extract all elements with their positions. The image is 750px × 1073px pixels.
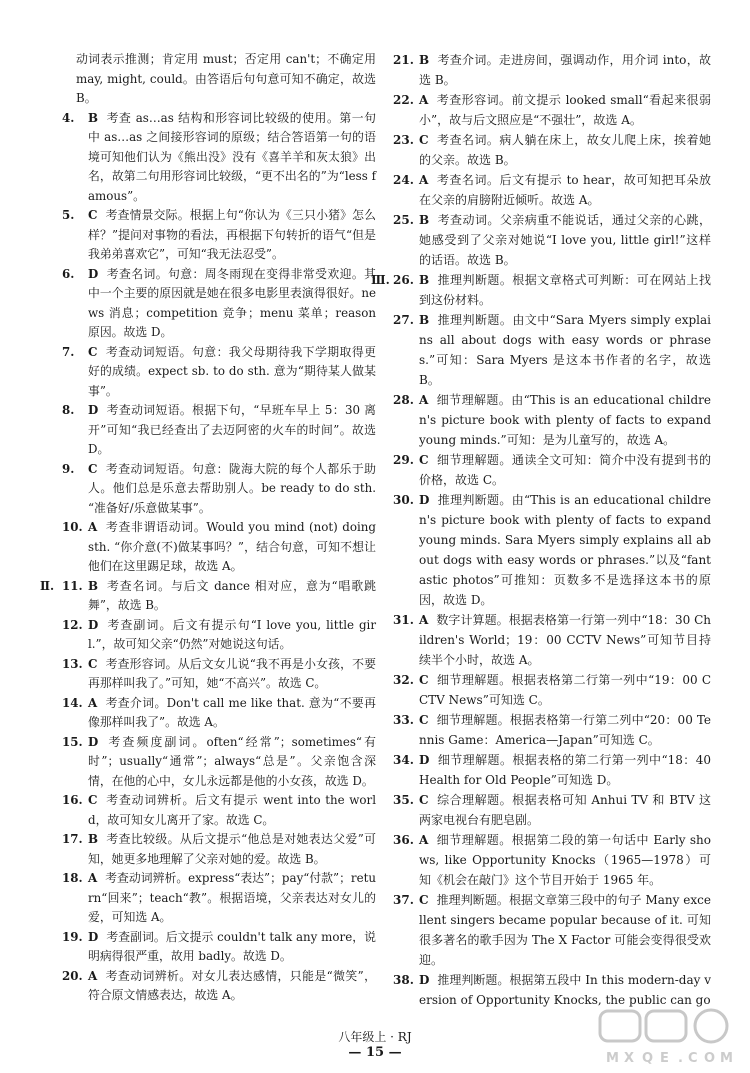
answer-entry bbox=[62, 206, 376, 265]
svg-text:.: . bbox=[678, 1051, 683, 1066]
explanation-text: 考查动词短语。根据下句，“早班车早上 5：30 离开”可知“我已经查出了去迈阿密的火车的时间”。故选 D。 bbox=[88, 403, 376, 456]
question-number: 17. bbox=[62, 832, 83, 846]
question-number: 31. bbox=[393, 613, 414, 627]
answer-entry bbox=[62, 401, 376, 460]
question-number: 33. bbox=[393, 713, 414, 727]
svg-text:O: O bbox=[704, 1051, 716, 1066]
explanation-text: 考查 as…as 结构和形容词比较级的使用。第一句中 as…as 之间接形容词的原级；结合答语第一句的语境可知他们认为《熊出没》没有《喜羊羊和灰太狼》出名，故第二句用形容词比较级，“更不出名的”为“less famous”。 bbox=[88, 110, 376, 203]
question-number: 32. bbox=[393, 673, 414, 687]
answer-entry bbox=[62, 518, 376, 577]
answer-letter: A bbox=[88, 695, 98, 710]
answer-entry bbox=[393, 830, 711, 890]
left-column bbox=[40, 50, 376, 1006]
answer-entry bbox=[62, 655, 376, 694]
question-number: 8. bbox=[62, 403, 75, 417]
answer-letter: D bbox=[88, 929, 99, 944]
explanation-text: 细节理解题。根据表格的第二行第一列中“18：40 Health for Old People”可知选 D。 bbox=[419, 753, 711, 787]
question-number: 25. bbox=[393, 213, 414, 227]
answer-letter: D bbox=[88, 734, 99, 749]
explanation-text: 考查动词。父亲病重不能说话，通过父亲的心跳，她感受到了父亲对她说“I love you, little girl!”这样的话语。故选 B。 bbox=[419, 213, 711, 267]
answer-entry bbox=[393, 50, 711, 90]
svg-text:M: M bbox=[720, 1051, 733, 1066]
answer-entry bbox=[371, 270, 711, 310]
explanation-text: 考查名词。病人躺在床上，故女儿爬上床，挨着她的父亲。故选 B。 bbox=[419, 133, 711, 167]
question-number: 29. bbox=[393, 453, 414, 467]
answer-letter: B bbox=[419, 213, 430, 227]
answer-entry bbox=[393, 170, 711, 210]
question-number: 14. bbox=[62, 695, 83, 710]
question-number: 19. bbox=[62, 929, 83, 944]
question-number: 13. bbox=[62, 656, 83, 671]
explanation-text: 考查动词短语。句意：陇海大院的每个人都乐于助人。他们总是乐意去帮助别人。be ready to do sth. “准备好/乐意做某事”。 bbox=[88, 461, 376, 515]
answer-letter: D bbox=[419, 753, 430, 767]
answer-entry bbox=[393, 90, 711, 130]
answer-letter: D bbox=[88, 266, 99, 281]
question-number: 12. bbox=[62, 617, 83, 632]
explanation-text: 考查动词辨析。后文有提示 went into the world，故可知女儿离开了家。故选 C。 bbox=[88, 793, 376, 827]
answer-letter: A bbox=[419, 613, 429, 627]
explanation-text: 推理判断题。由“This is an educational children's picture book with plenty of facts to expand young minds. Sara Myers simply explains all about dogs with easy words or phrases.”以及“fantastic photos”可推知：页数多不是选择这本书的原因，故选 D。 bbox=[419, 493, 711, 607]
svg-text:E: E bbox=[660, 1051, 669, 1066]
answer-entry bbox=[62, 733, 376, 792]
answer-entry bbox=[393, 310, 711, 390]
svg-text:C: C bbox=[688, 1051, 698, 1066]
question-number: 34. bbox=[393, 753, 414, 767]
explanation-text: 动词表示推测；肯定用 must；否定用 can't；不确定用 may, might, could。由答语后句句意可知不确定，故选 B。 bbox=[76, 52, 376, 105]
answer-letter: C bbox=[419, 133, 429, 147]
answer-letter: A bbox=[419, 93, 429, 107]
answer-letter: B bbox=[419, 273, 430, 287]
answer-entry bbox=[393, 710, 711, 750]
answer-entry bbox=[62, 869, 376, 928]
page-number: — 15 — bbox=[348, 1045, 402, 1060]
explanation-text: 考查介词。走进房间，强调动作，用介词 into，故选 B。 bbox=[419, 53, 711, 87]
answer-entry bbox=[62, 50, 376, 109]
explanation-text: 考查名词。句意：周冬雨现在变得非常受欢迎。其中一个主要的原因就是她在很多电影里表演得很好。news 消息；competition 竞争；menu 菜单；reason 原因。故选 D。 bbox=[88, 266, 376, 339]
question-number: 23. bbox=[393, 133, 414, 147]
explanation-text: 考查情景交际。根据上句“你认为《三只小猪》怎么样？”提问对事物的看法，再根据下句转折的语气“但是我弟弟喜欢它”，可知“我无法忍受”。 bbox=[88, 208, 376, 261]
question-number: 18. bbox=[62, 871, 83, 885]
answer-entry bbox=[393, 390, 711, 450]
explanation-text: 考查比较级。从后文提示“他总是对她表达父爱”可知，她更多地理解了父亲对她的爱。故选 B。 bbox=[88, 832, 376, 866]
answer-letter: D bbox=[419, 493, 430, 507]
question-number: 38. bbox=[393, 973, 414, 987]
explanation-text: 推理判断题。由文中“Sara Myers simply explains all about dogs with easy words or phrases.”可知：Sara Myers 是这本书作者的名字，故选 B。 bbox=[419, 313, 711, 387]
svg-text:Q: Q bbox=[642, 1051, 654, 1066]
watermark-logo-icon bbox=[596, 1007, 736, 1067]
explanation-text: 推理判断题。根据第五段中 In this modern-day version of Opportunity Knocks, the public can go bbox=[419, 973, 711, 1007]
explanation-text: 综合理解题。根据表格可知 Anhui TV 和 BTV 这两家电视台有肥皂剧。 bbox=[419, 793, 711, 827]
explanation-text: 考查动词辨析。对女儿表达感情，只能是“微笑”，符合原文情感表达，故选 A。 bbox=[88, 968, 376, 1002]
explanation-text: 考查副词。后文有提示句“I love you, little girl.”，故可知父亲“仍然”对她说这句话。 bbox=[88, 617, 376, 651]
answer-entry bbox=[62, 460, 376, 519]
section-marker: Ⅱ. bbox=[40, 578, 55, 593]
question-number: 4. bbox=[62, 110, 75, 125]
explanation-text: 考查频度副词。often“经常”；sometimes“有时”；usually“通常”；always“总是”。父亲饱含深情，在他的心中，女儿永远都是他的小女孩，故选 D。 bbox=[88, 734, 376, 788]
explanation-text: 考查介词。Don't call me like that. 意为“不要再像那样叫我了”。故选 A。 bbox=[88, 695, 376, 729]
question-number: 30. bbox=[393, 493, 414, 507]
answer-entry bbox=[393, 670, 711, 710]
answer-letter: C bbox=[419, 673, 429, 687]
answer-letter: A bbox=[88, 871, 98, 885]
question-number: 36. bbox=[393, 833, 414, 847]
question-number: 20. bbox=[62, 968, 83, 983]
answer-entry bbox=[62, 928, 376, 967]
answer-entry bbox=[62, 694, 376, 733]
question-number: 6. bbox=[62, 266, 75, 281]
explanation-text: 考查形容词。前文提示 looked small“看起来很弱小”，故与后文照应是“不强壮”，故选 A。 bbox=[419, 93, 711, 127]
answer-entry bbox=[393, 970, 711, 1010]
question-number: 26. bbox=[393, 273, 414, 287]
answer-entry bbox=[62, 343, 376, 402]
explanation-text: 考查名词。与后文 dance 相对应，意为“唱歌跳舞”，故选 B。 bbox=[88, 578, 376, 612]
answer-letter: D bbox=[88, 403, 99, 417]
answer-entry bbox=[393, 490, 711, 610]
answer-letter: C bbox=[88, 656, 98, 671]
question-number: 15. bbox=[62, 734, 83, 749]
question-number: 21. bbox=[393, 53, 414, 67]
answer-entry bbox=[393, 790, 711, 830]
answer-entry bbox=[62, 830, 376, 869]
answer-entry bbox=[40, 577, 376, 616]
answer-entry bbox=[62, 791, 376, 830]
answer-letter: D bbox=[88, 617, 99, 632]
question-number: 24. bbox=[393, 173, 414, 187]
explanation-text: 数字计算题。根据表格第一行第一列中“18：30 Children's World；19：00 CCTV News”可知节目持续半个小时，故选 A。 bbox=[419, 613, 711, 667]
answer-letter: C bbox=[88, 208, 98, 222]
answer-letter: B bbox=[419, 53, 430, 67]
answer-letter: A bbox=[419, 393, 429, 407]
question-number: 9. bbox=[62, 461, 75, 476]
explanation-text: 考查副词。后文提示 couldn't talk any more，说明病得很严重，故用 badly。故选 D。 bbox=[88, 929, 376, 963]
answer-letter: A bbox=[419, 173, 429, 187]
answer-entry bbox=[62, 265, 376, 343]
answer-letter: C bbox=[88, 461, 98, 476]
question-number: 35. bbox=[393, 793, 414, 807]
explanation-text: 细节理解题。由“This is an educational children's picture book with plenty of facts to expand young minds.”可知：是为儿童写的，故选 A。 bbox=[419, 393, 711, 447]
answer-letter: C bbox=[88, 344, 98, 359]
explanation-text: 细节理解题。根据第二段的第一句话中 Early shows, like Opportunity Knocks（1965—1978）可知《机会在敲门》这个节目开始于 1965 年。 bbox=[419, 833, 711, 887]
section-marker: Ⅲ. bbox=[371, 273, 390, 287]
answer-letter: C bbox=[88, 793, 98, 807]
svg-text:X: X bbox=[624, 1051, 635, 1066]
question-number: 11. bbox=[62, 578, 83, 593]
question-number: 27. bbox=[393, 313, 414, 327]
answer-entry bbox=[393, 890, 711, 970]
svg-text:M: M bbox=[606, 1051, 619, 1066]
answer-entry bbox=[393, 450, 711, 490]
explanation-text: 细节理解题。通读全文可知：简介中没有提到书的价格，故选 C。 bbox=[419, 453, 711, 487]
answer-letter: C bbox=[419, 713, 429, 727]
explanation-text: 考查形容词。从后文女儿说“我不再是小女孩，不要再那样叫我了。”可知，她“不高兴”。故选 C。 bbox=[88, 656, 376, 690]
grade-label: 八年级上 · RJ bbox=[338, 1030, 412, 1044]
answer-letter: C bbox=[419, 793, 429, 807]
explanation-text: 考查动词短语。句意：我父母期待我下学期取得更好的成绩。expect sb. to do sth. 意为“期待某人做某事”。 bbox=[88, 344, 376, 398]
question-number: 22. bbox=[393, 93, 414, 107]
explanation-text: 推理判断题。根据文章第三段中的句子 Many excellent singers became popular because of it. 可知很多著名的歌手因为 The X Factor 可能会变得很受欢迎。 bbox=[419, 893, 711, 967]
answer-letter: D bbox=[419, 973, 430, 987]
answer-letter: A bbox=[88, 520, 98, 534]
answer-entry bbox=[393, 210, 711, 270]
right-column bbox=[371, 50, 711, 1010]
explanation-text: 考查非谓语动词。Would you mind (not) doing sth. “你介意(不)做某事吗？”，结合句意，可知不想让他们在这里踢足球，故选 A。 bbox=[88, 520, 376, 573]
explanation-text: 细节理解题。根据表格第二行第一列中“19：00 CCTV News”可知选 C。 bbox=[419, 673, 711, 707]
answer-letter: A bbox=[88, 968, 98, 983]
answer-entry bbox=[62, 967, 376, 1006]
explanation-text: 考查名词。后文有提示 to hear，故可知把耳朵放在父亲的肩膀附近倾听。故选 A。 bbox=[419, 173, 711, 207]
answer-letter: B bbox=[88, 110, 99, 125]
question-number: 28. bbox=[393, 393, 414, 407]
answer-letter: A bbox=[419, 833, 429, 847]
answer-letter: B bbox=[419, 313, 430, 327]
answer-entry bbox=[393, 130, 711, 170]
explanation-text: 细节理解题。根据表格第一行第二列中“20：00 Tennis Game：America—Japan”可知选 C。 bbox=[419, 713, 711, 747]
question-number: 5. bbox=[62, 208, 75, 222]
question-number: 37. bbox=[393, 893, 414, 907]
explanation-text: 考查动词辨析。express“表达”；pay“付款”；return“回来”；teach“教”。根据语境，父亲表达对女儿的爱，可知选 A。 bbox=[88, 871, 376, 924]
answer-entry bbox=[62, 109, 376, 207]
answer-entry bbox=[62, 616, 376, 655]
question-number: 10. bbox=[62, 520, 83, 534]
answer-letter: C bbox=[419, 453, 429, 467]
answer-letter: B bbox=[88, 578, 99, 593]
answer-letter: C bbox=[419, 893, 429, 907]
explanation-text: 推理判断题。根据文章格式可判断：可在网站上找到这份材料。 bbox=[419, 273, 711, 307]
answer-letter: B bbox=[88, 832, 99, 846]
answer-entry bbox=[393, 750, 711, 790]
question-number: 16. bbox=[62, 793, 83, 807]
answer-entry bbox=[393, 610, 711, 670]
question-number: 7. bbox=[62, 344, 75, 359]
